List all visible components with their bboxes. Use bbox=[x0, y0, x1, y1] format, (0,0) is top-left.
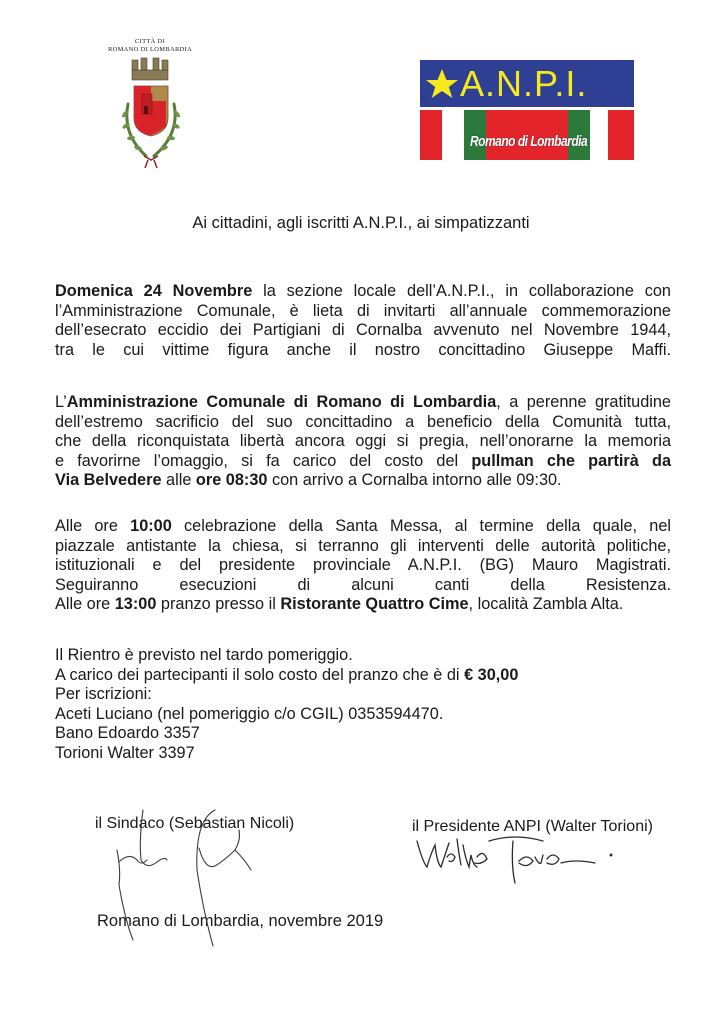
contact-line: Aceti Luciano (nel pomeriggio c/o CGIL) 0353594470. bbox=[55, 704, 444, 723]
crown-icon bbox=[132, 58, 168, 80]
text-span: , a perenne gratitudine bbox=[496, 393, 671, 411]
text-line: piazzale antistante la chiesa, si terranno gli interventi delle autorità politiche, bbox=[55, 536, 671, 555]
text-span: e favorirne l’omaggio, si fa carico del costo del bbox=[55, 451, 472, 470]
text-line: tra le cui vittime figura anche il nostro concittadino Giuseppe Maffi. bbox=[55, 340, 671, 359]
text-line: Seguiranno esecuzioni di alcuni canti della Resistenza. bbox=[55, 575, 671, 594]
paragraph-transport bbox=[55, 393, 671, 491]
mayor-signature-icon bbox=[95, 800, 255, 950]
text-span: alle bbox=[161, 471, 196, 489]
contact-line: Bano Edoardo 3357 bbox=[55, 724, 200, 742]
departure-time: ore 08:30 bbox=[195, 471, 268, 489]
paragraph-program bbox=[55, 517, 671, 615]
text-line bbox=[55, 393, 671, 413]
lunch-time: 13:00 bbox=[114, 595, 157, 613]
text-span: celebrazione della Santa Messa, al termine della quale, nel bbox=[171, 517, 672, 535]
lunch-cost: € 30,00 bbox=[464, 665, 519, 684]
text-line bbox=[55, 282, 671, 302]
restaurant-name: Ristorante Quattro Cime bbox=[280, 595, 469, 613]
bus-info: pullman che partirà da bbox=[471, 451, 671, 470]
text-line bbox=[55, 517, 671, 537]
organizer-name: Amministrazione Comunale di Romano di Lombardia bbox=[66, 393, 497, 411]
shield-icon bbox=[134, 86, 168, 136]
text-span: con arrivo a Cornalba intorno alle 09:30. bbox=[267, 471, 562, 489]
text-line: Per iscrizioni: bbox=[55, 685, 152, 703]
mayor-signature-label: il Sindaco (Sebastian Nicoli) bbox=[95, 815, 295, 832]
text-span: Alle ore bbox=[55, 517, 131, 535]
city-crest-logo bbox=[100, 38, 200, 178]
event-date: Domenica 24 Novembre bbox=[55, 282, 253, 300]
departure-place: Via Belvedere bbox=[55, 471, 162, 489]
text-line: che della riconquistata libertà ancora oggi si pregia, nell’onorarne la memoria bbox=[55, 432, 671, 450]
ribbon-icon bbox=[144, 156, 158, 168]
paragraph-event-intro bbox=[55, 282, 671, 360]
mass-time: 10:00 bbox=[130, 517, 172, 535]
text-line bbox=[55, 471, 671, 491]
contact-line: Torioni Walter 3397 bbox=[55, 743, 195, 762]
date-place-line: Romano di Lombardia, novembre 2019 bbox=[97, 912, 384, 930]
text-span: L’ bbox=[55, 393, 67, 411]
president-signature-icon bbox=[415, 835, 625, 895]
paragraph-registration bbox=[55, 646, 671, 763]
text-span: A carico dei partecipanti il solo costo del pranzo che è di bbox=[55, 665, 465, 684]
president-signature-label: il Presidente ANPI (Walter Torioni) bbox=[412, 818, 653, 835]
text-line bbox=[55, 452, 671, 472]
text-line: dell’esecrato eccidio dei Partigiani di Cornalba avvenuto nel Novembre 1944, bbox=[55, 321, 671, 339]
text-span: pranzo presso il bbox=[156, 595, 281, 613]
text-line: l’Amministrazione Comunale, è lieta di invitarti all’annuale commemorazione bbox=[55, 301, 671, 320]
crest-caption-line1: CITTÀ DI bbox=[134, 38, 166, 45]
text-span: Alle ore bbox=[55, 595, 115, 613]
crest-caption-line2: ROMANO DI LOMBARDIA bbox=[107, 46, 193, 53]
anpi-subtitle: Romano di Lombardia bbox=[470, 132, 588, 150]
text-line: istituzionali e del presidente provinciale A.N.P.I. (BG) Mauro Magistrati. bbox=[55, 556, 671, 574]
text-span: , località Zambla Alta. bbox=[468, 595, 624, 613]
text-line bbox=[55, 595, 671, 615]
anpi-title: A.N.P.I. bbox=[460, 63, 588, 104]
text-line: dell’estremo sacrificio del suo concittadino a beneficio della Comunità tutta, bbox=[55, 412, 671, 431]
crest-emblem-icon bbox=[108, 56, 192, 178]
text-line: Il Rientro è previsto nel tardo pomeriggio. bbox=[55, 646, 353, 664]
addressee-heading: Ai cittadini, agli iscritti A.N.P.I., ai simpatizzanti bbox=[192, 214, 530, 232]
anpi-logo bbox=[420, 60, 634, 160]
text-span: la sezione locale dell’A.N.P.I., in collaborazione con bbox=[252, 282, 671, 300]
text-line bbox=[55, 666, 671, 686]
